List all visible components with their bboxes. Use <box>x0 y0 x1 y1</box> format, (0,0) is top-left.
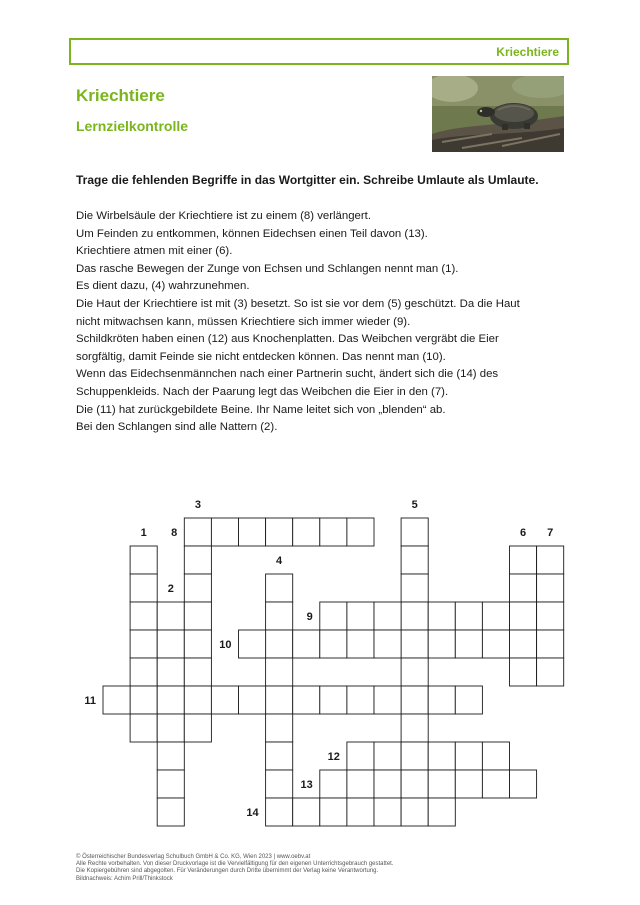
crossword-cell[interactable] <box>428 602 455 630</box>
crossword-cell[interactable] <box>455 630 482 658</box>
clue-number-9: 9 <box>306 611 313 623</box>
crossword-cell[interactable] <box>211 686 238 714</box>
clue-number-8: 8 <box>171 527 178 539</box>
crossword-cell[interactable] <box>428 770 455 798</box>
crossword-cell[interactable] <box>537 546 564 574</box>
crossword-cell[interactable] <box>320 602 347 630</box>
crossword-cell[interactable] <box>401 546 428 574</box>
clue-number-7: 7 <box>547 527 554 539</box>
crossword-cell[interactable] <box>401 630 428 658</box>
crossword-cell[interactable] <box>482 630 509 658</box>
clue-number-13: 13 <box>300 779 313 791</box>
clue-number-12: 12 <box>327 751 340 763</box>
footer-line: Die Kopiergebühren sind abgegolten. Für Veränderungen durch Dritte übernimmt der Verlag keine Verantwortung. <box>76 868 379 875</box>
crossword-cell[interactable] <box>347 630 374 658</box>
crossword-cell[interactable] <box>428 798 455 826</box>
crossword-cell[interactable] <box>293 686 320 714</box>
crossword-cell[interactable] <box>374 798 401 826</box>
crossword-cell[interactable] <box>157 602 184 630</box>
crossword-cell[interactable] <box>401 742 428 770</box>
crossword-cell[interactable] <box>266 602 293 630</box>
crossword-cell[interactable] <box>510 574 537 602</box>
crossword-cell[interactable] <box>293 798 320 826</box>
clue-number-10: 10 <box>219 639 232 651</box>
crossword-cell[interactable] <box>510 602 537 630</box>
crossword-cell[interactable] <box>320 798 347 826</box>
crossword-cell[interactable] <box>130 602 157 630</box>
crossword-cell[interactable] <box>401 602 428 630</box>
crossword-cell[interactable] <box>374 686 401 714</box>
crossword-cell[interactable] <box>130 686 157 714</box>
footer-line: Alle Rechte vorbehalten. Von dieser Druckvorlage ist die Vervielfältigung für den eigenen Unterrichtsgebrauch gestattet. <box>76 861 394 868</box>
crossword-cell[interactable] <box>374 770 401 798</box>
crossword-cell[interactable] <box>347 798 374 826</box>
text-line: Schuppenkleids. Nach der Paarung legt das Weibchen die Eier in den (7). <box>76 385 449 398</box>
crossword-cell[interactable] <box>157 798 184 826</box>
page-title: Kriechtiere <box>76 86 165 105</box>
crossword-cell[interactable] <box>401 574 428 602</box>
crossword-cell[interactable] <box>103 686 130 714</box>
crossword-cell[interactable] <box>184 630 211 658</box>
crossword-cell[interactable] <box>347 742 374 770</box>
crossword-cell[interactable] <box>239 518 266 546</box>
clue-number-14: 14 <box>246 807 259 819</box>
text-line: Kriechtiere atmen mit einer (6). <box>76 245 233 258</box>
crossword-cell[interactable] <box>401 714 428 742</box>
crossword-cell[interactable] <box>374 630 401 658</box>
crossword-cell[interactable] <box>428 630 455 658</box>
crossword-cell[interactable] <box>482 770 509 798</box>
crossword-cell[interactable] <box>211 518 238 546</box>
crossword-cell[interactable] <box>401 686 428 714</box>
crossword-cell[interactable] <box>320 770 347 798</box>
crossword-cell[interactable] <box>184 658 211 686</box>
crossword-cell[interactable] <box>266 630 293 658</box>
crossword-cell[interactable] <box>455 602 482 630</box>
clue-number-11: 11 <box>84 695 96 707</box>
text-line: Bei den Schlangen sind alle Nattern (2). <box>76 421 278 434</box>
crossword-cell[interactable] <box>428 742 455 770</box>
text-line: Wenn das Eidechsenmännchen nach einer Partnerin sucht, ändert sich die (14) des <box>76 368 499 381</box>
crossword-cell[interactable] <box>130 630 157 658</box>
crossword-cell[interactable] <box>455 742 482 770</box>
footer-line: © Österreichischer Bundesverlag Schulbuch GmbH & Co. KG, Wien 2023 | www.oebv.at <box>76 854 311 860</box>
text-line: nicht mitwachsen kann, müssen Kriechtiere sich immer wieder (9). <box>76 315 411 328</box>
crossword-cell[interactable] <box>266 770 293 798</box>
text-line: Die (11) hat zurückgebildete Beine. Ihr Name leitet sich von „blenden“ ab. <box>76 403 446 416</box>
crossword-cell[interactable] <box>157 630 184 658</box>
crossword-cell[interactable] <box>130 714 157 742</box>
crossword-cell[interactable] <box>537 602 564 630</box>
crossword-cell[interactable] <box>266 518 293 546</box>
clue-number-5: 5 <box>411 499 418 511</box>
text-line: Um Feinden zu entkommen, können Eidechsen einen Teil davon (13). <box>76 227 428 240</box>
crossword-cell[interactable] <box>320 518 347 546</box>
clue-number-4: 4 <box>276 555 283 567</box>
crossword-cell[interactable] <box>537 630 564 658</box>
text-line: sorgfältig, damit Feinde sie nicht entdecken können. Das nennt man (10). <box>76 350 446 363</box>
text-line: Die Haut der Kriechtiere ist mit (3) besetzt. So ist sie vor dem (5) geschützt. Da die Haut <box>76 297 520 310</box>
crossword-cell[interactable] <box>510 658 537 686</box>
text-line: Schildkröten haben einen (12) aus Knochenplatten. Das Weibchen vergräbt die Eier <box>76 333 499 346</box>
clue-number-1: 1 <box>140 527 147 539</box>
crossword-cell[interactable] <box>510 770 537 798</box>
crossword-cell[interactable] <box>374 602 401 630</box>
text-line: Das rasche Bewegen der Zunge von Echsen und Schlangen nennt man (1). <box>76 262 459 275</box>
crossword-cell[interactable] <box>157 742 184 770</box>
clue-number-6: 6 <box>519 527 527 539</box>
crossword-cell[interactable] <box>157 658 184 686</box>
crossword-cell[interactable] <box>184 602 211 630</box>
crossword-cell[interactable] <box>130 574 157 602</box>
crossword-cell[interactable] <box>266 798 293 826</box>
text-line: Es dient dazu, (4) wahrzunehmen. <box>76 280 250 293</box>
crossword-cell[interactable] <box>455 686 482 714</box>
crossword-cell[interactable] <box>266 658 293 686</box>
crossword-cell[interactable] <box>482 742 509 770</box>
crossword-cell[interactable] <box>374 742 401 770</box>
crossword-cell[interactable] <box>130 658 157 686</box>
page-subtitle: Lernzielkontrolle <box>76 118 189 134</box>
crossword-cell[interactable] <box>130 546 157 574</box>
crossword-cell[interactable] <box>293 630 320 658</box>
clue-number-2: 2 <box>167 583 174 595</box>
crossword-cell[interactable] <box>401 770 428 798</box>
crossword-cell[interactable] <box>401 658 428 686</box>
crossword-cell[interactable] <box>239 686 266 714</box>
instruction: Trage die fehlenden Begriffe in das Wortgitter ein. Schreibe Umlaute als Umlaute. <box>76 173 539 187</box>
crossword-cell[interactable] <box>184 714 211 742</box>
text-line: Die Wirbelsäule der Kriechtiere ist zu einem (8) verlängert. <box>76 210 372 222</box>
crossword-cell[interactable] <box>510 546 537 574</box>
crossword-cell[interactable] <box>347 518 374 546</box>
crossword-cell[interactable] <box>428 686 455 714</box>
crossword-cell[interactable] <box>157 714 184 742</box>
crossword-cell[interactable] <box>184 686 211 714</box>
crossword-cell[interactable] <box>293 518 320 546</box>
crossword-cell[interactable] <box>266 714 293 742</box>
crossword-cell[interactable] <box>184 546 211 574</box>
footer <box>76 854 394 883</box>
clue-number-3: 3 <box>194 499 201 511</box>
crossword-cell[interactable] <box>455 770 482 798</box>
crossword-cell[interactable] <box>347 686 374 714</box>
crossword-cell[interactable] <box>537 658 564 686</box>
crossword-cell[interactable] <box>157 770 184 798</box>
crossword-cell[interactable] <box>537 574 564 602</box>
crossword-cell[interactable] <box>347 770 374 798</box>
crossword-cell[interactable] <box>157 686 184 714</box>
crossword-cell[interactable] <box>266 686 293 714</box>
crossword-cell[interactable] <box>482 602 509 630</box>
crossword-cell[interactable] <box>320 686 347 714</box>
crossword-cell[interactable] <box>510 630 537 658</box>
crossword-cell[interactable] <box>320 630 347 658</box>
crossword-cell[interactable] <box>239 630 266 658</box>
crossword-cell[interactable] <box>347 602 374 630</box>
crossword-cell[interactable] <box>184 574 211 602</box>
crossword-cell[interactable] <box>401 518 428 546</box>
crossword-cell[interactable] <box>184 518 211 546</box>
crossword-cell[interactable] <box>401 798 428 826</box>
crossword-cell[interactable] <box>266 742 293 770</box>
crossword-cell[interactable] <box>266 574 293 602</box>
footer-line: Bildnachweis: Achim Prill/Thinkstock <box>76 875 173 882</box>
header-title: Kriechtiere <box>496 45 559 59</box>
